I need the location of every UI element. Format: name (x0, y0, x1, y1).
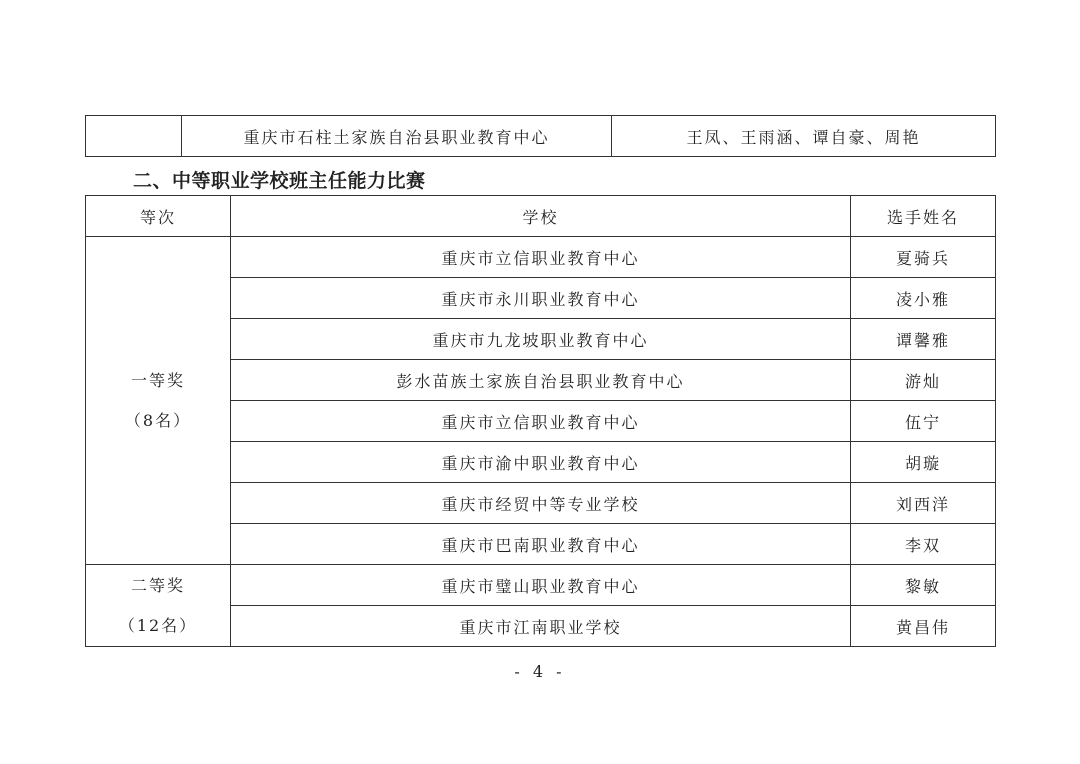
name-cell: 伍宁 (851, 401, 996, 442)
rank-label: 二等奖 (130, 575, 185, 595)
header-rank: 等次 (86, 196, 231, 237)
continued-award-table (85, 115, 996, 157)
name-cell: 凌小雅 (851, 278, 996, 319)
rank-count: （12名） (118, 615, 198, 635)
rank-count: （8名） (124, 410, 192, 430)
name-cell: 李双 (851, 524, 996, 565)
school-cell: 重庆市巴南职业教育中心 (231, 524, 851, 565)
rank-label: 一等奖 (130, 370, 185, 390)
rank-second-prize-cell (86, 565, 231, 647)
school-cell: 重庆市石柱土家族自治县职业教育中心 (182, 116, 612, 157)
school-cell: 彭水苗族土家族自治县职业教育中心 (231, 360, 851, 401)
table-row (86, 237, 996, 278)
rank-cell (86, 116, 182, 157)
header-name: 选手姓名 (851, 196, 996, 237)
name-cell: 游灿 (851, 360, 996, 401)
name-cell: 谭馨雅 (851, 319, 996, 360)
school-cell: 重庆市渝中职业教育中心 (231, 442, 851, 483)
table-row (86, 565, 996, 606)
table-row (86, 116, 996, 157)
school-cell: 重庆市永川职业教育中心 (231, 278, 851, 319)
school-cell: 重庆市江南职业学校 (231, 606, 851, 647)
name-cell: 刘西洋 (851, 483, 996, 524)
page-number: - 4 - (514, 662, 566, 681)
rank-first-prize-cell (86, 237, 231, 565)
school-cell: 重庆市璧山职业教育中心 (231, 565, 851, 606)
table-header-row (86, 196, 996, 237)
name-cell: 夏骑兵 (851, 237, 996, 278)
name-cell: 黎敏 (851, 565, 996, 606)
header-school: 学校 (231, 196, 851, 237)
school-cell: 重庆市立信职业教育中心 (231, 401, 851, 442)
school-cell: 重庆市九龙坡职业教育中心 (231, 319, 851, 360)
school-cell: 重庆市立信职业教育中心 (231, 237, 851, 278)
school-cell: 重庆市经贸中等专业学校 (231, 483, 851, 524)
head-teacher-competition-table (85, 195, 996, 647)
name-cell: 黄昌伟 (851, 606, 996, 647)
section-heading: 二、中等职业学校班主任能力比赛 (133, 170, 426, 192)
name-cell: 胡璇 (851, 442, 996, 483)
names-cell: 王凤、王雨涵、谭自豪、周艳 (612, 116, 996, 157)
